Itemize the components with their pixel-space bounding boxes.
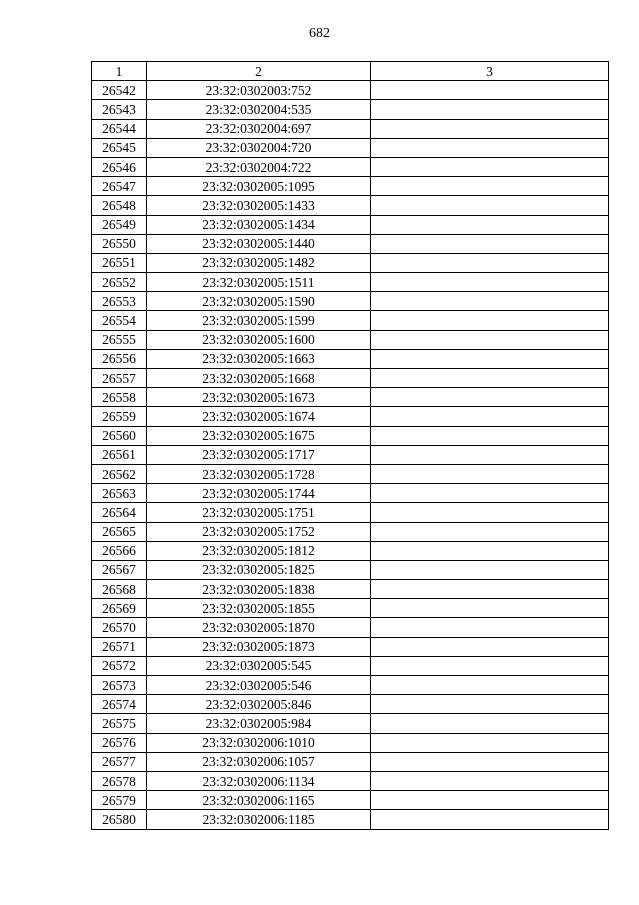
cadastral-number-cell: 23:32:0302005:1433	[147, 196, 371, 215]
note-cell	[371, 426, 609, 445]
note-cell	[371, 445, 609, 464]
table-row	[92, 445, 609, 464]
table-row	[92, 503, 609, 522]
note-cell	[371, 388, 609, 407]
cadastral-number-cell: 23:32:0302005:1752	[147, 522, 371, 541]
row-number-cell: 26555	[92, 330, 147, 349]
table-row	[92, 177, 609, 196]
column-header-2: 2	[147, 62, 371, 81]
row-number-cell: 26577	[92, 752, 147, 771]
row-number-cell: 26564	[92, 503, 147, 522]
table-row	[92, 695, 609, 714]
note-cell	[371, 618, 609, 637]
row-number-cell: 26576	[92, 733, 147, 752]
cadastral-number-cell: 23:32:0302005:984	[147, 714, 371, 733]
note-cell	[371, 119, 609, 138]
cadastral-number-cell: 23:32:0302005:1838	[147, 580, 371, 599]
row-number-cell: 26552	[92, 273, 147, 292]
note-cell	[371, 791, 609, 810]
cadastral-number-cell: 23:32:0302005:1511	[147, 273, 371, 292]
row-number-cell: 26573	[92, 676, 147, 695]
note-cell	[371, 196, 609, 215]
note-cell	[371, 100, 609, 119]
row-number-cell: 26569	[92, 599, 147, 618]
table-row	[92, 349, 609, 368]
note-cell	[371, 138, 609, 157]
note-cell	[371, 599, 609, 618]
table-row	[92, 138, 609, 157]
row-number-cell: 26560	[92, 426, 147, 445]
row-number-cell: 26568	[92, 580, 147, 599]
note-cell	[371, 752, 609, 771]
row-number-cell: 26551	[92, 253, 147, 272]
cadastral-number-cell: 23:32:0302006:1165	[147, 791, 371, 810]
note-cell	[371, 311, 609, 330]
row-number-cell: 26546	[92, 157, 147, 176]
cadastral-number-cell: 23:32:0302005:1599	[147, 311, 371, 330]
table-row	[92, 464, 609, 483]
cadastral-number-cell: 23:32:0302005:1717	[147, 445, 371, 464]
cadastral-number-cell: 23:32:0302005:1744	[147, 484, 371, 503]
row-number-cell: 26566	[92, 541, 147, 560]
column-header-3: 3	[371, 62, 609, 81]
row-number-cell: 26559	[92, 407, 147, 426]
table-row	[92, 330, 609, 349]
table-row	[92, 637, 609, 656]
table-row	[92, 714, 609, 733]
cadastral-number-cell: 23:32:0302005:1663	[147, 349, 371, 368]
note-cell	[371, 253, 609, 272]
registry-table	[91, 61, 609, 830]
note-cell	[371, 177, 609, 196]
table-row	[92, 157, 609, 176]
note-cell	[371, 273, 609, 292]
note-cell	[371, 330, 609, 349]
table-row	[92, 791, 609, 810]
cadastral-number-cell: 23:32:0302005:1590	[147, 292, 371, 311]
cadastral-number-cell: 23:32:0302005:1668	[147, 369, 371, 388]
cadastral-number-cell: 23:32:0302006:1010	[147, 733, 371, 752]
note-cell	[371, 733, 609, 752]
table-row	[92, 810, 609, 829]
table-row	[92, 292, 609, 311]
table-row	[92, 273, 609, 292]
row-number-cell: 26544	[92, 119, 147, 138]
page-number: 682	[309, 26, 330, 41]
cadastral-number-cell: 23:32:0302005:1675	[147, 426, 371, 445]
note-cell	[371, 771, 609, 790]
cadastral-number-cell: 23:32:0302004:697	[147, 119, 371, 138]
row-number-cell: 26575	[92, 714, 147, 733]
cadastral-number-cell: 23:32:0302004:722	[147, 157, 371, 176]
table-row	[92, 484, 609, 503]
cadastral-number-cell: 23:32:0302005:545	[147, 656, 371, 675]
row-number-cell: 26549	[92, 215, 147, 234]
row-number-cell: 26553	[92, 292, 147, 311]
row-number-cell: 26578	[92, 771, 147, 790]
table-row	[92, 541, 609, 560]
table-row	[92, 618, 609, 637]
table-row	[92, 369, 609, 388]
table-row	[92, 733, 609, 752]
row-number-cell: 26579	[92, 791, 147, 810]
table-row	[92, 215, 609, 234]
row-number-cell: 26562	[92, 464, 147, 483]
table-row	[92, 580, 609, 599]
note-cell	[371, 656, 609, 675]
table-row	[92, 253, 609, 272]
cadastral-number-cell: 23:32:0302005:1855	[147, 599, 371, 618]
cadastral-number-cell: 23:32:0302005:1482	[147, 253, 371, 272]
note-cell	[371, 464, 609, 483]
cadastral-number-cell: 23:32:0302005:1434	[147, 215, 371, 234]
note-cell	[371, 369, 609, 388]
cadastral-number-cell: 23:32:0302005:846	[147, 695, 371, 714]
row-number-cell: 26554	[92, 311, 147, 330]
row-number-cell: 26565	[92, 522, 147, 541]
cadastral-number-cell: 23:32:0302005:1825	[147, 560, 371, 579]
note-cell	[371, 676, 609, 695]
row-number-cell: 26563	[92, 484, 147, 503]
row-number-cell: 26580	[92, 810, 147, 829]
table-row	[92, 676, 609, 695]
table-row	[92, 771, 609, 790]
note-cell	[371, 560, 609, 579]
note-cell	[371, 580, 609, 599]
table-body	[92, 81, 609, 829]
cadastral-number-cell: 23:32:0302005:1674	[147, 407, 371, 426]
cadastral-number-cell: 23:32:0302003:752	[147, 81, 371, 100]
row-number-cell: 26543	[92, 100, 147, 119]
note-cell	[371, 407, 609, 426]
row-number-cell: 26545	[92, 138, 147, 157]
cadastral-number-cell: 23:32:0302005:1440	[147, 234, 371, 253]
cadastral-number-cell: 23:32:0302005:1870	[147, 618, 371, 637]
note-cell	[371, 234, 609, 253]
cadastral-number-cell: 23:32:0302005:1873	[147, 637, 371, 656]
note-cell	[371, 292, 609, 311]
table-row	[92, 119, 609, 138]
table-row	[92, 522, 609, 541]
note-cell	[371, 81, 609, 100]
note-cell	[371, 503, 609, 522]
cadastral-number-cell: 23:32:0302005:546	[147, 676, 371, 695]
cadastral-number-cell: 23:32:0302005:1673	[147, 388, 371, 407]
row-number-cell: 26548	[92, 196, 147, 215]
note-cell	[371, 695, 609, 714]
row-number-cell: 26574	[92, 695, 147, 714]
note-cell	[371, 541, 609, 560]
note-cell	[371, 157, 609, 176]
row-number-cell: 26567	[92, 560, 147, 579]
table-row	[92, 388, 609, 407]
row-number-cell: 26550	[92, 234, 147, 253]
table-row	[92, 196, 609, 215]
row-number-cell: 26558	[92, 388, 147, 407]
cadastral-number-cell: 23:32:0302006:1057	[147, 752, 371, 771]
row-number-cell: 26570	[92, 618, 147, 637]
row-number-cell: 26571	[92, 637, 147, 656]
cadastral-number-cell: 23:32:0302005:1600	[147, 330, 371, 349]
table-row	[92, 81, 609, 100]
cadastral-number-cell: 23:32:0302005:1095	[147, 177, 371, 196]
table-row	[92, 560, 609, 579]
cadastral-number-cell: 23:32:0302006:1185	[147, 810, 371, 829]
table-row	[92, 426, 609, 445]
table-header-row	[92, 62, 609, 81]
note-cell	[371, 714, 609, 733]
cadastral-number-cell: 23:32:0302005:1751	[147, 503, 371, 522]
cadastral-number-cell: 23:32:0302005:1728	[147, 464, 371, 483]
row-number-cell: 26556	[92, 349, 147, 368]
cadastral-number-cell: 23:32:0302005:1812	[147, 541, 371, 560]
row-number-cell: 26557	[92, 369, 147, 388]
note-cell	[371, 484, 609, 503]
table-row	[92, 407, 609, 426]
row-number-cell: 26561	[92, 445, 147, 464]
cadastral-number-cell: 23:32:0302006:1134	[147, 771, 371, 790]
column-header-1: 1	[92, 62, 147, 81]
row-number-cell: 26542	[92, 81, 147, 100]
note-cell	[371, 810, 609, 829]
cadastral-number-cell: 23:32:0302004:535	[147, 100, 371, 119]
note-cell	[371, 637, 609, 656]
table-row	[92, 752, 609, 771]
note-cell	[371, 349, 609, 368]
table-row	[92, 599, 609, 618]
table-row	[92, 100, 609, 119]
row-number-cell: 26547	[92, 177, 147, 196]
note-cell	[371, 522, 609, 541]
table-row	[92, 311, 609, 330]
table-row	[92, 656, 609, 675]
note-cell	[371, 215, 609, 234]
row-number-cell: 26572	[92, 656, 147, 675]
cadastral-number-cell: 23:32:0302004:720	[147, 138, 371, 157]
table-row	[92, 234, 609, 253]
